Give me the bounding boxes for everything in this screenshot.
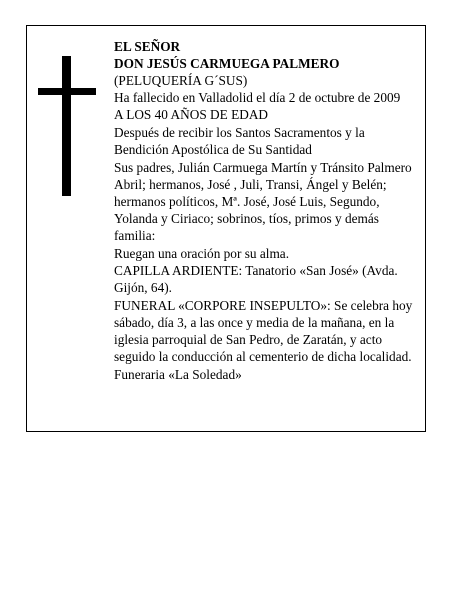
cross-vertical-bar (62, 56, 71, 196)
obituary-text (114, 38, 420, 383)
age-statement: A LOS 40 AÑOS DE EDAD (114, 107, 269, 122)
funeral-info: FUNERAL «CORPORE INSEPULTO»: Se celebra hoy sábado, día 3, a las once y media de la mañana, en la iglesia parroquial de San Pedro, de Zaratán, y acto seguido la conducción al cementerio de dicha localidad. (114, 298, 413, 364)
family-statement: Sus padres, Julián Carmuega Martín y Tránsito Palmero Abril; hermanos, José , Juli, Transi, Ángel y Belén; hermanos políticos, Mª. José, José Luis, Segundo, Yolanda y Ciriaco; sobrinos, tíos, primos y demás familia: (114, 160, 412, 243)
deceased-name: DON JESÚS CARMUEGA PALMERO (114, 56, 340, 71)
cross-horizontal-bar (38, 88, 96, 95)
sacraments-statement: Después de recibir los Santos Sacramentos y la Bendición Apostólica de Su Santidad (114, 125, 365, 157)
cross-icon (38, 56, 96, 196)
prayer-request: Ruegan una oración por su alma. (114, 246, 290, 261)
death-statement: Ha fallecido en Valladolid el día 2 de octubre de 2009 (114, 90, 401, 105)
notice-title: EL SEÑOR (114, 39, 181, 54)
chapel-info: CAPILLA ARDIENTE: Tanatorio «San José» (Avda. Gijón, 64). (114, 263, 398, 295)
business-name: (PELUQUERÍA G´SUS) (114, 73, 248, 88)
funeral-home: Funeraria «La Soledad» (114, 367, 242, 382)
